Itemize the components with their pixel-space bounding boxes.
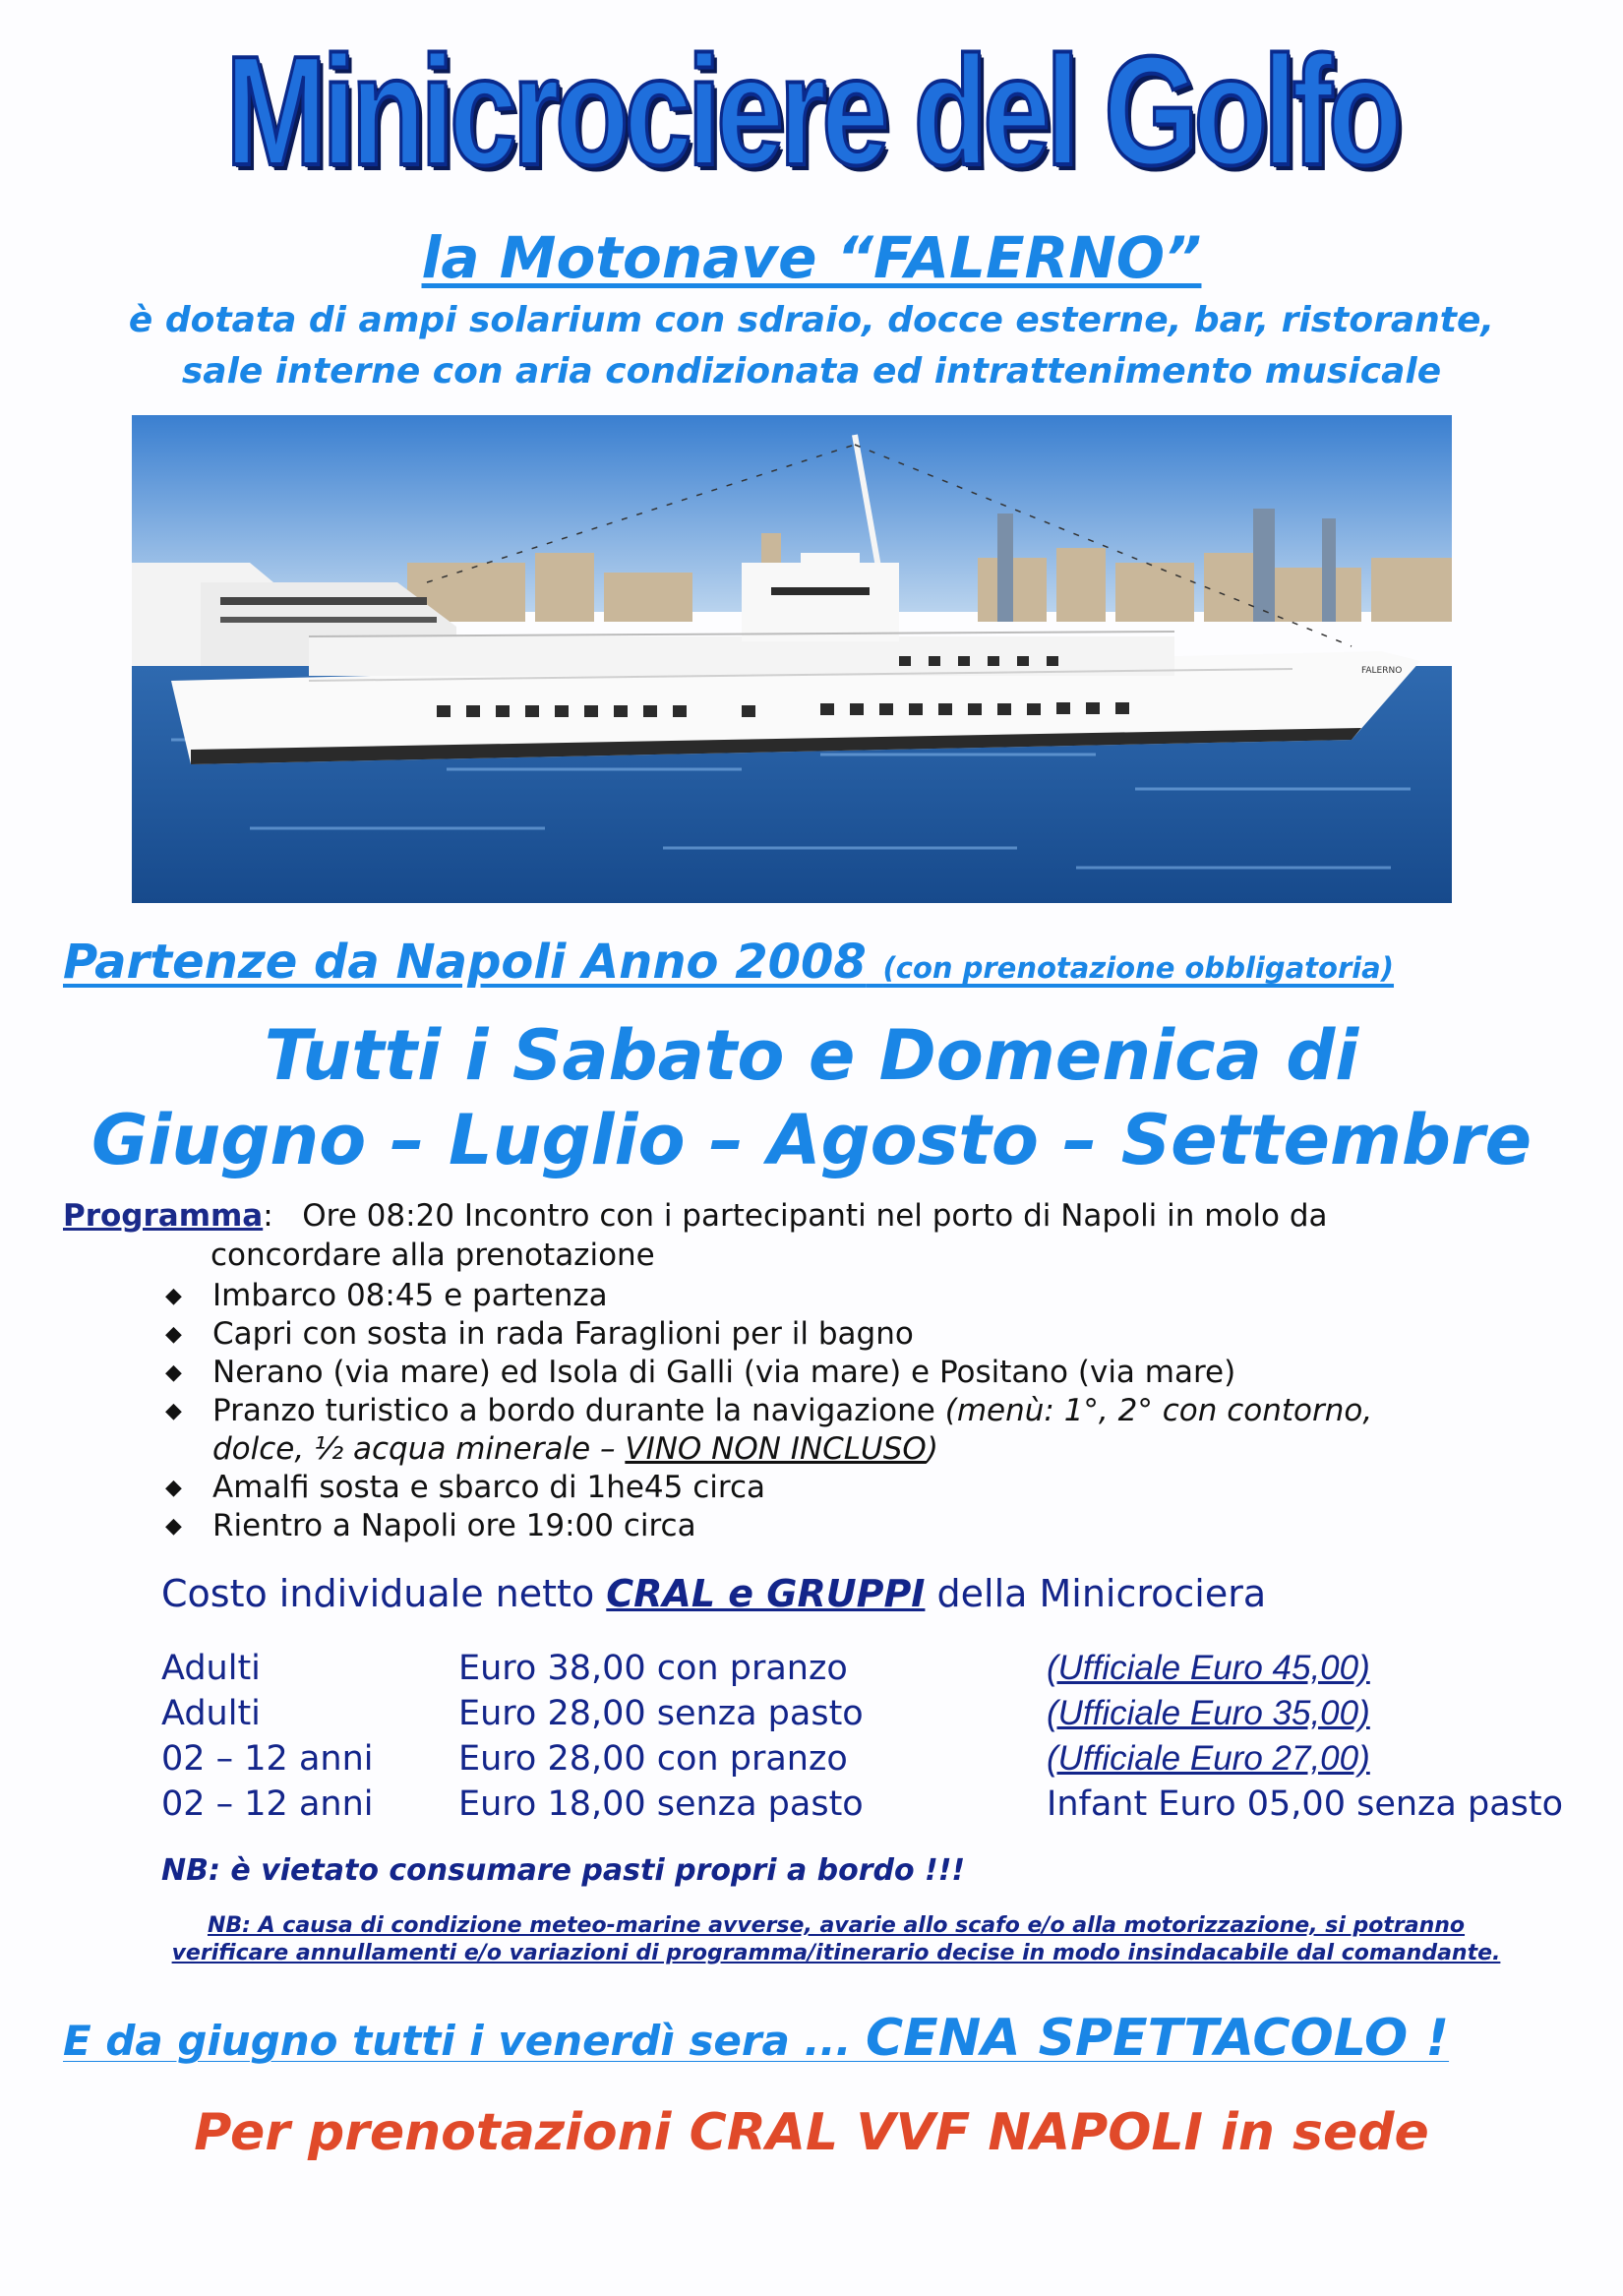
list-item: ◆ Imbarco 08:45 e partenza — [165, 1278, 608, 1313]
cena-spettacolo: CENA SPETTACOLO ! — [866, 2009, 1450, 2068]
description-line-1: è dotata di ampi solarium con sdraio, docce esterne, bar, ristorante, — [128, 300, 1495, 340]
description-line-2: sale interne con aria condizionata ed intrattenimento musicale — [181, 351, 1442, 392]
schedule-line-1: Tutti i Sabato e Domenica di — [264, 1015, 1359, 1096]
ship-description — [0, 295, 1623, 397]
bullet-icon: ◆ — [165, 1284, 182, 1308]
lunch-note: (menù: 1°, 2° con contorno, — [944, 1393, 1373, 1428]
schedule-line-2: Giugno – Luglio – Agosto – Settembre — [90, 1100, 1533, 1180]
bullet-icon: ◆ — [165, 1514, 182, 1539]
hull-name: FALERNO — [1361, 666, 1403, 676]
booking-info: Per prenotazioni CRAL VVF NAPOLI in sede — [194, 2103, 1429, 2162]
evening-show: E da giugno tutti i venerdì sera ... CENA SPETTACOLO ! — [63, 2009, 1450, 2068]
list-item: ◆ Pranzo turistico a bordo durante la navigazione (menù: 1°, 2° con contorno, — [165, 1393, 1373, 1428]
bullet-icon: ◆ — [165, 1360, 182, 1385]
ship-subtitle: la Motonave “FALERNO” — [421, 224, 1202, 291]
program-intro-text: Ore 08:20 Incontro con i partecipanti nel porto di Napoli in molo da — [302, 1198, 1328, 1234]
departures-text: Partenze da Napoli Anno 2008 — [63, 935, 867, 990]
program-list — [165, 1277, 1372, 1545]
program-intro-cont: concordare alla prenotazione — [210, 1238, 655, 1273]
lunch-note-cont: dolce, ½ acqua minerale – VINO NON INCLUSO) — [212, 1431, 938, 1467]
poster-title: Minicrociere del Golfo — [225, 25, 1398, 198]
nb-weather-disclaimer: NB: A causa di condizione meteo-marine avverse, avarie allo scafo e/o alla motorizzazione, si potranno verificare annullamenti e/o variazioni di programma/itinerario decise in modo insindacabile dal comandante. — [171, 1913, 1501, 1965]
list-item: ◆ Amalfi sosta e sbarco di 1he45 circa — [165, 1470, 765, 1505]
departures-heading — [63, 935, 1394, 990]
wine-not-included: VINO NON INCLUSO — [625, 1431, 927, 1467]
list-item: ◆ Rientro a Napoli ore 19:00 circa — [165, 1508, 696, 1543]
ship-photo — [132, 415, 1452, 903]
bullet-icon: ◆ — [165, 1322, 182, 1347]
cost-heading: Costo individuale netto CRAL e GRUPPI della Minicrociera — [161, 1572, 1267, 1615]
nb-no-own-meals: NB: è vietato consumare pasti propri a bordo !!! — [161, 1853, 966, 1888]
program-label: Programma — [63, 1198, 264, 1234]
infant-price: Infant Euro 05,00 senza pasto — [1047, 1784, 1564, 1824]
list-item: ◆ Nerano (via mare) ed Isola di Galli (via mare) e Positano (via mare) — [165, 1355, 1236, 1390]
cost-highlight: CRAL e GRUPPI — [606, 1572, 926, 1615]
program-intro: Programma: Ore 08:20 Incontro con i partecipanti nel porto di Napoli in molo da concordare alla prenotazione — [63, 1198, 1328, 1273]
bullet-icon: ◆ — [165, 1476, 182, 1500]
departures-note: (con prenotazione obbligatoria) — [882, 951, 1395, 985]
bullet-icon: ◆ — [165, 1399, 182, 1423]
list-item: ◆ Capri con sosta in rada Faraglioni per il bagno — [165, 1316, 914, 1352]
